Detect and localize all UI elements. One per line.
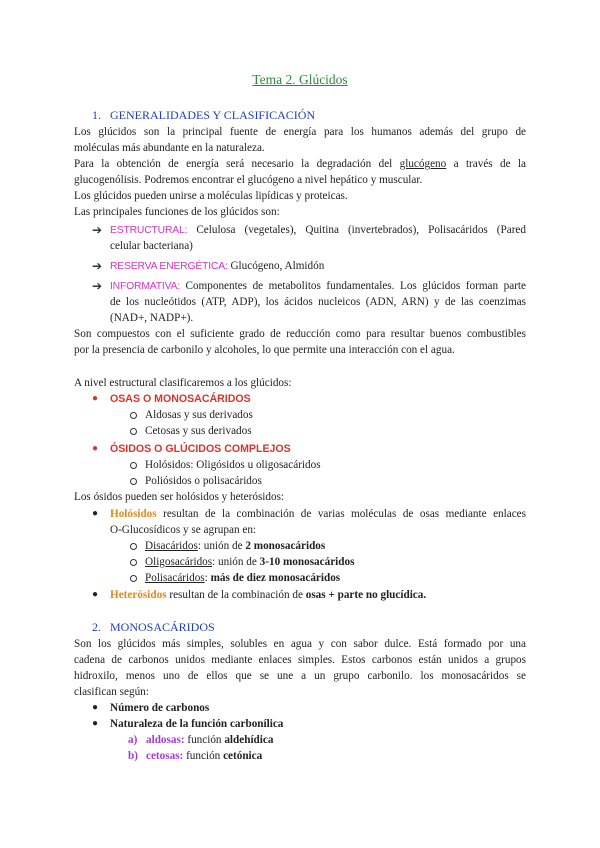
paragraph-line: Son compuestos con el suficiente grado de reducción como para resultar buenos combustibles xyxy=(74,328,526,340)
bullet-icon: ● xyxy=(92,393,99,404)
term-label: Heterósidos xyxy=(110,589,167,601)
function-item-structural xyxy=(110,222,526,239)
text-span: Para la obtención de energía será necesario la degradación del xyxy=(74,158,393,170)
bullet-icon: ● xyxy=(92,508,99,519)
cetosas-item xyxy=(146,748,526,764)
document-title: Tema 2. Glúcidos xyxy=(252,72,348,87)
term-text: resultan de la combinación de xyxy=(169,589,303,601)
paragraph-line xyxy=(74,156,526,172)
heterosidos-item xyxy=(110,587,526,603)
sub-item-label: Polisacáridos xyxy=(145,572,205,584)
sub-item-bold: más de diez monosacáridos xyxy=(210,572,341,584)
classification-osas: OSAS O MONOSACÁRIDOS xyxy=(110,393,251,405)
function-text: Glucógeno, Almidón xyxy=(230,260,325,272)
bullet-icon: ● xyxy=(92,702,99,713)
criteria-item: Número de carbonos xyxy=(110,702,210,714)
arrow-icon: ➔ xyxy=(92,223,103,237)
sub-item-label: Oligosacáridos xyxy=(145,556,213,568)
term-label: aldosas: xyxy=(146,734,185,746)
paragraph-line: glucogenólisis. Podremos encontrar el glucógeno a nivel hepático y muscular. xyxy=(74,174,423,186)
sub-item: Holósidos: Oligósidos u oligosacáridos xyxy=(145,459,321,471)
paragraph-line: hidroxilo, menos uno de ellos que se une a un grupo carbonilo. los monosacáridos se xyxy=(74,670,526,682)
sub-item: Aldosas y sus derivados xyxy=(145,409,253,421)
holosidos-item xyxy=(110,506,526,522)
paragraph-line: moléculas más abundante en la naturaleza. xyxy=(74,142,265,154)
circle-bullet-icon xyxy=(130,412,137,419)
term-bold: aldehídica xyxy=(224,734,274,746)
list-marker: a) xyxy=(128,734,138,746)
function-text-continued: celular bacteriana) xyxy=(110,240,193,252)
circle-bullet-icon xyxy=(130,559,137,566)
circle-bullet-icon xyxy=(130,462,137,469)
term-label: cetosas: xyxy=(146,750,184,762)
circle-bullet-icon xyxy=(130,543,137,550)
bullet-icon: ● xyxy=(92,718,99,729)
function-item-reserve xyxy=(110,258,526,275)
function-label: RESERVA ENERGÉTICA: xyxy=(110,261,228,272)
sub-item-bold: 3-10 monosacáridos xyxy=(259,556,355,568)
bullet-icon: ● xyxy=(92,589,99,600)
function-text: Componentes de metabolitos fundamentales. Los glúcidos forman parte xyxy=(185,280,526,292)
aldosas-item xyxy=(146,732,526,748)
underlined-term: glucógeno xyxy=(399,158,447,170)
sub-item-text: : unión de xyxy=(197,540,243,552)
arrow-icon: ➔ xyxy=(92,279,103,293)
term-bold: osas + parte no glucídica. xyxy=(305,589,427,601)
sub-item-text: : unión de xyxy=(212,556,257,568)
paragraph-line: Son los glúcidos más simples, solubles en agua y con sabor dulce. Está formado por una xyxy=(74,638,526,650)
term-label: Holósidos xyxy=(110,508,157,520)
section-1-number: 1. xyxy=(92,108,101,122)
paragraph-line: por la presencia de carbonilo y alcoholes, lo que permite una interacción con el agua. xyxy=(74,344,455,356)
section-2-heading: MONOSACÁRIDOS xyxy=(110,620,215,634)
criteria-item: Naturaleza de la función carbonílica xyxy=(110,718,284,730)
text-span: a través de la xyxy=(453,158,527,170)
sub-item: Poliósidos o polisacáridos xyxy=(145,475,262,487)
term-text: función xyxy=(186,750,221,762)
paragraph-line: clasifican según: xyxy=(74,686,149,698)
circle-bullet-icon xyxy=(130,478,137,485)
sub-item-disacaridos xyxy=(145,538,597,554)
list-marker: b) xyxy=(128,750,138,762)
term-text: resultan de la combinación de varias moléculas de osas mediante enlaces xyxy=(163,508,526,520)
sub-item-bold: 2 monosacáridos xyxy=(245,540,326,552)
paragraph-line: Las principales funciones de los glúcidos son: xyxy=(74,206,280,218)
function-text-continued: de los nucleótidos (ATP, ADP), los ácidos nucleicos (ADN, ARN) y de las coenzimas xyxy=(110,296,526,308)
term-text: función xyxy=(187,734,222,746)
sub-item-text: : xyxy=(204,572,208,584)
section-1-heading: GENERALIDADES Y CLASIFICACIÓN xyxy=(110,108,316,122)
sub-item-polisacaridos xyxy=(145,570,597,586)
sub-item: Cetosas y sus derivados xyxy=(145,425,252,437)
function-label: INFORMATIVA: xyxy=(110,281,180,292)
circle-bullet-icon xyxy=(130,575,137,582)
bullet-icon: ● xyxy=(92,443,99,454)
paragraph-line: Los glúcidos pueden unirse a moléculas lipídicas y proteicas. xyxy=(74,190,348,202)
function-item-informative xyxy=(110,278,526,295)
paragraph-line: Los ósidos pueden ser holósidos y heterósidos: xyxy=(74,491,285,503)
circle-bullet-icon xyxy=(130,428,137,435)
paragraph-line: Los glúcidos son la principal fuente de energía para los humanos además del grupo de xyxy=(74,126,526,138)
section-2-number: 2. xyxy=(92,620,101,634)
term-text-continued: O-Glucosídicos y se agrupan en: xyxy=(110,524,257,536)
function-text: Celulosa (vegetales), Quitina (invertebrados), Polisacáridos (Pared xyxy=(196,224,526,236)
classification-osidos: ÓSIDOS O GLÚCIDOS COMPLEJOS xyxy=(110,443,291,455)
sub-item-oligosacaridos xyxy=(145,554,597,570)
paragraph-line: A nivel estructural clasificaremos a los glúcidos: xyxy=(74,377,292,389)
function-label: ESTRUCTURAL: xyxy=(110,225,188,236)
paragraph-line: cadena de carbonos unidos mediante enlaces simples. Estos carbonos están unidos a grupos xyxy=(74,654,526,666)
sub-item-label: Disacáridos xyxy=(145,540,198,552)
term-bold: cetónica xyxy=(223,750,263,762)
function-text-continued: (NAD+, NADP+). xyxy=(110,312,194,324)
arrow-icon: ➔ xyxy=(92,259,103,273)
